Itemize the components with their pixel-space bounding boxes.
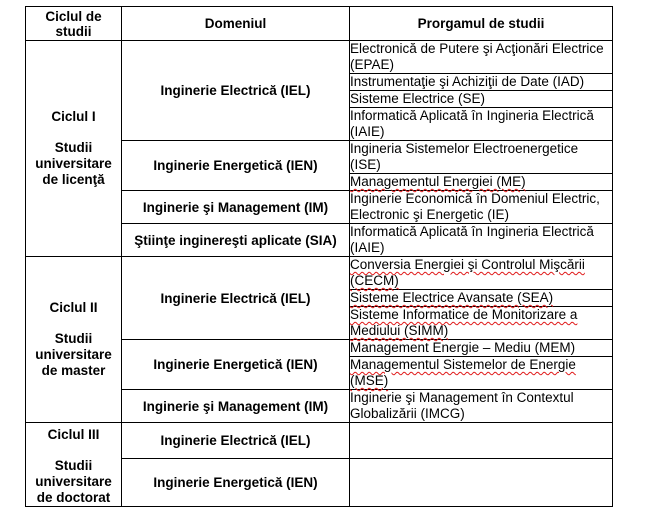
- cycle-subtitle: Studii universitare de licenţă: [35, 140, 112, 187]
- table-row: [26, 423, 613, 459]
- program-cell: [350, 423, 613, 459]
- header-row: [26, 7, 613, 41]
- cycle-2-cell: [26, 257, 122, 423]
- table-row: [26, 41, 613, 74]
- study-programs-table: [25, 6, 613, 507]
- domain-cell: Inginerie Electrică (IEL): [122, 257, 350, 340]
- program-cell: [350, 357, 613, 390]
- program-cell: [350, 257, 613, 290]
- cycle-subtitle: Studii universitare de doctorat: [35, 458, 112, 505]
- program-cell: Management Energie – Mediu (MEM): [350, 340, 613, 357]
- program-cell: Inginerie şi Management în Contextul Globalizării (IMCG): [350, 390, 613, 423]
- program-text: Conversia Energiei şi Controlul Mişcării (CECM): [350, 257, 585, 288]
- program-cell: [350, 290, 613, 307]
- cycle-title: Ciclul I: [51, 109, 96, 124]
- program-cell: Ingineria Sistemelor Electroenergetice (ISE): [350, 141, 613, 174]
- domain-cell: Inginerie şi Management (IM): [122, 191, 350, 224]
- program-cell: [350, 174, 613, 191]
- program-text: Managementul Energiei (ME): [350, 174, 526, 189]
- program-cell: [350, 458, 613, 506]
- domain-cell: Inginerie Energetică (IEN): [122, 340, 350, 390]
- table-row: [26, 257, 613, 290]
- header-domain: Domeniul: [122, 7, 350, 41]
- cycle-subtitle: Studii universitare de master: [35, 331, 112, 378]
- domain-cell: Inginerie Energetică (IEN): [122, 141, 350, 191]
- domain-cell: Ştiinţe inginereşti aplicate (SIA): [122, 224, 350, 257]
- program-text: Managementul Sistemelor de Energie (MSE): [350, 357, 576, 388]
- program-cell: Inginerie Economică în Domeniul Electric, Electronic şi Energetic (IE): [350, 191, 613, 224]
- program-cell: Electronică de Putere şi Acţionări Electrice (EPAE): [350, 41, 613, 74]
- program-cell: Informatică Aplicată în Ingineria Electrică (IAIE): [350, 108, 613, 141]
- program-text: Sisteme Informatice de Monitorizare a Mediului (SIMM): [350, 307, 578, 338]
- cycle-3-cell: [26, 423, 122, 507]
- program-cell: Informatică Aplicată în Ingineria Electrică (IAIE): [350, 224, 613, 257]
- program-cell: Sisteme Electrice (SE): [350, 91, 613, 108]
- program-cell: Instrumentaţie şi Achiziţii de Date (IAD): [350, 74, 613, 91]
- header-program: Prorgamul de studii: [350, 7, 613, 41]
- domain-cell: Inginerie Electrică (IEL): [122, 41, 350, 141]
- cycle-1-cell: [26, 41, 122, 257]
- cycle-title: Ciclul II: [49, 300, 98, 315]
- program-text: Sisteme Electrice Avansate (SEA): [350, 290, 554, 305]
- domain-cell: Inginerie şi Management (IM): [122, 390, 350, 423]
- cycle-title: Ciclul III: [47, 427, 100, 442]
- domain-cell: Inginerie Electrică (IEL): [122, 423, 350, 459]
- header-cycle: Ciclul de studii: [26, 7, 122, 41]
- program-cell: [350, 307, 613, 340]
- domain-cell: Inginerie Energetică (IEN): [122, 458, 350, 506]
